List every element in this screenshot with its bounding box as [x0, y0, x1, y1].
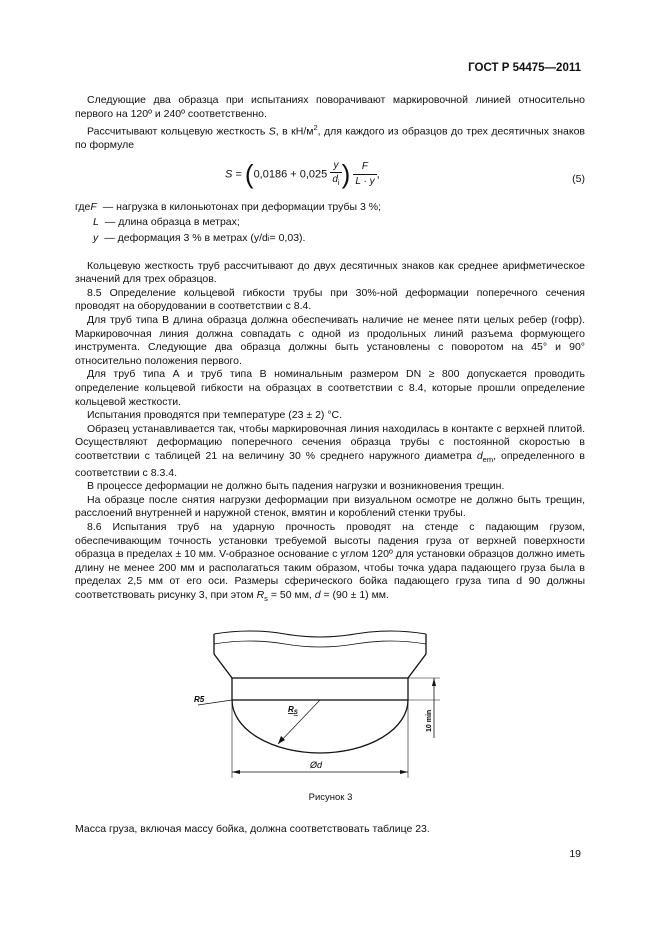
formula-expression: S = (0,0186 + 0,025 $\frac{y}{d_i}$ ) $\frac{F}{L \cdot y}$ ,: [225, 158, 380, 189]
label-10min: 10 min: [426, 709, 433, 732]
striker-right-taper: [408, 654, 426, 678]
formula-number: (5): [572, 172, 585, 185]
striker-left-taper: [214, 654, 232, 678]
figure-3-striker-drawing: [190, 628, 450, 788]
label-diameter: Ød: [310, 760, 323, 770]
standard-header: ГОСТ Р 54475—2011: [468, 62, 581, 74]
definition-l: L — длина образца в метрах;: [93, 216, 240, 229]
label-rs: $R_S$: [288, 705, 298, 716]
paragraph-6: Для труб типа А и труб типа В номинальным размером DN ≥ 800 допускается проводить определение кольцевой гибкости на образцах в соответствии с 8.4, которые прошли определение кольцевой жесткости.: [75, 368, 585, 408]
paragraph-8: Образец устанавливается так, чтобы маркировочная линия находилась в контакте с верхней плитой. Осуществляют деформацию поперечного сечения образца трубы с постоянной скоростью в соответствии с таблицей 21 на величину 30 % среднего наружного диаметра $d_{em}$, определенного в соответствии с 8.3.4.: [75, 422, 585, 479]
paragraph-1: Следующие два образца при испытаниях поворачивают маркировочной линией относительно первого на 120º и 240º соответственно.: [75, 94, 585, 120]
striker-cylinder: [232, 678, 408, 700]
figure-caption: Рисунок 3: [308, 792, 353, 803]
paragraph-10: На образце после снятия нагрузки деформации при визуальном осмотре не должно быть трещин, расслоений внутренней и наружной стенок, вмятин и короблений стенки трубы.: [75, 493, 585, 520]
paragraph-5: Для труб типа В длина образца должна обеспечивать наличие не менее пяти целых ребер (гофр). Маркировочная линия должна совпадать с одной из продольных линий разъема формующего инструмента. Следующие два образца должны быть установлены с поворотом на 45° и 90° относительно положения первого.: [75, 314, 585, 367]
paragraph-2: Рассчитывают кольцевую жесткость S, в $кН/м^2$, для каждого из образцов до трех десятичных знаков по формуле: [75, 123, 585, 152]
striker-top-wavy-edge: [214, 631, 426, 637]
page-content: [75, 94, 585, 606]
final-line: Масса груза, включая массу бойка, должна соответствовать таблице 23.: [75, 823, 430, 835]
definition-y: y — деформация 3 % в метрах (y/d i = 0,03).: [93, 232, 306, 245]
paragraph-7: Испытания проводятся при температуре (23 ± 2) °С.: [87, 409, 343, 422]
paragraph-11: 8.6 Испытания труб на ударную прочность проводят на стенде с падающим грузом, обеспечивающим точность установки требуемой высоты падения груза от верхней поверхности образца в пределах ± 10 мм. V-образное основание с углом 120º для установки образцов должно иметь длину не менее 200 мм и располагаться таким образом, чтобы точка удара падающего груза была в пределах 2,5 мм от его оси. Размеры сферического бойка падающего груза типа d 90 должны соответствовать рисунку 3, при этом $R_s = 50$ мм, d = (90 ± 1) мм.: [75, 521, 585, 604]
radius-leader-rs: [278, 700, 320, 744]
definitions-list: [75, 201, 585, 246]
definition-f: где F — нагрузка в килоньютонах при деформации трубы 3 %;: [75, 200, 381, 213]
label-r5: R5: [194, 695, 205, 704]
paragraph-9: В процессе деформации не должно быть падения нагрузки и возникновения трещин.: [87, 480, 505, 493]
page-number: 19: [569, 848, 581, 860]
formula-5: [75, 159, 585, 197]
striker-hemisphere: [232, 700, 408, 753]
striker-top-wavy-edge-lower: [214, 641, 426, 647]
paragraph-4: 8.5 Определение кольцевой гибкости трубы при 30%-ной деформации поперечного сечения проводят на оборудовании в соответствии с 8.4.: [75, 286, 585, 313]
paragraph-3: Кольцевую жесткость труб рассчитывают до двух десятичных знаков как среднее арифметическое значений для трех образцов.: [75, 259, 585, 286]
